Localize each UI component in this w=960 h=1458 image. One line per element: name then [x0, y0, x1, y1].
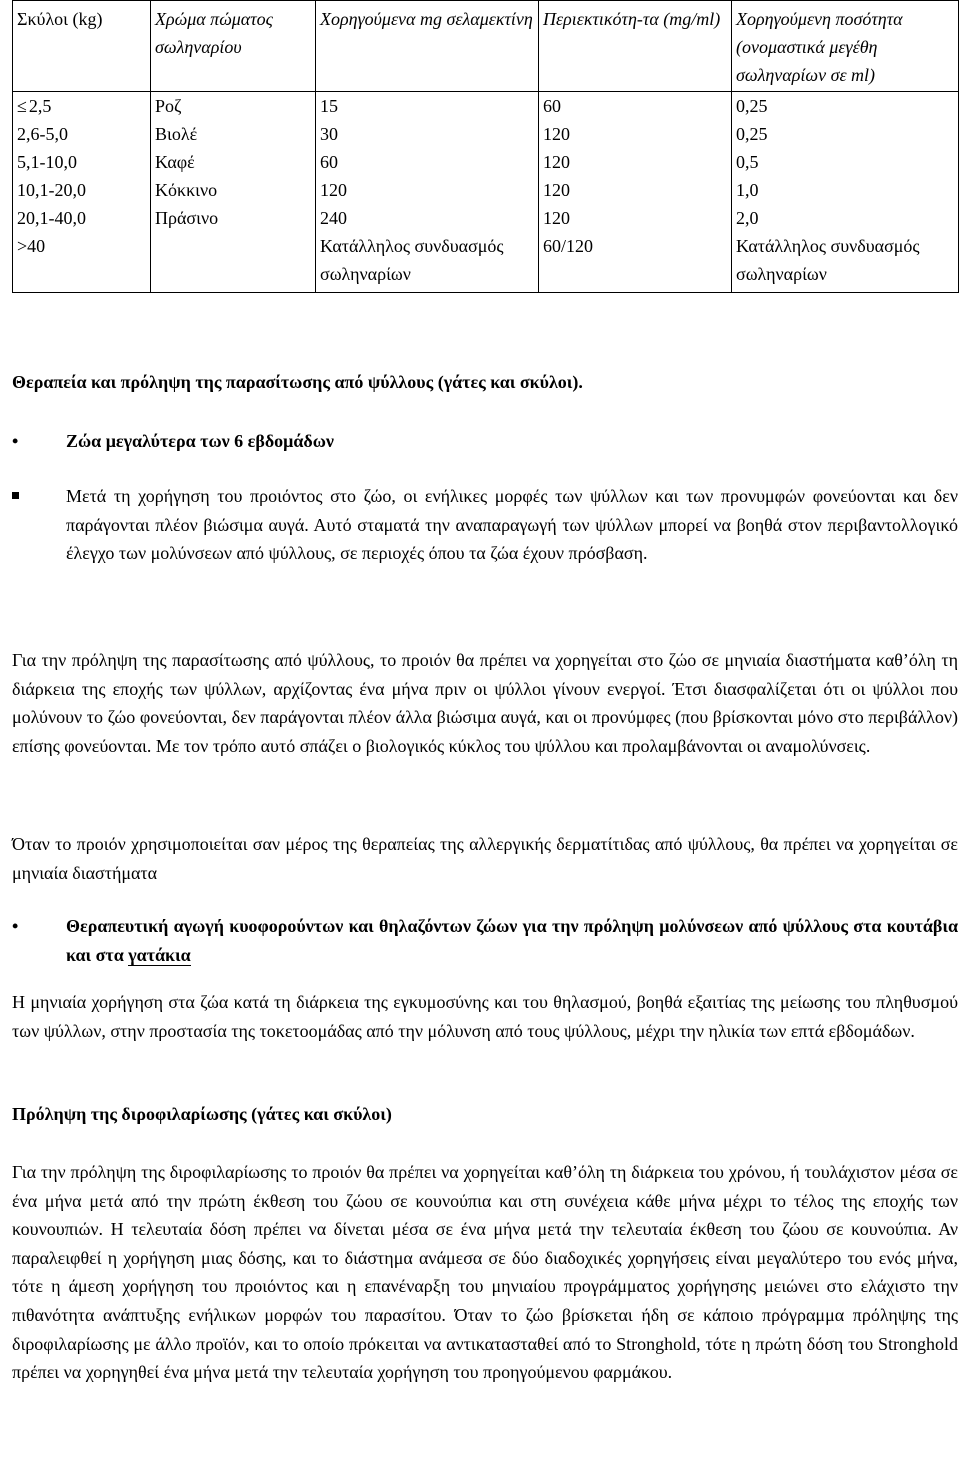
table-cell: ≤ 2,5	[13, 92, 151, 121]
table-cell: 0,5	[732, 148, 959, 176]
table-cell: 2,0	[732, 204, 959, 232]
table-cell: Κόκκινο	[151, 176, 316, 204]
table-row	[13, 204, 959, 232]
table-cell: 2,6-5,0	[13, 120, 151, 148]
table-cell: Πράσινο	[151, 204, 316, 232]
table-cell: 60	[539, 92, 732, 121]
table-cell	[151, 232, 316, 293]
table-row	[13, 120, 959, 148]
table-row	[13, 176, 959, 204]
table-cell: Καφέ	[151, 148, 316, 176]
table-cell: 120	[539, 176, 732, 204]
table-cell: 120	[539, 148, 732, 176]
table-cell: Βιολέ	[151, 120, 316, 148]
square-bullet-item	[66, 482, 958, 568]
table-cell: 120	[316, 176, 539, 204]
table-cell: >40	[13, 232, 151, 293]
table-cell: 0,25	[732, 120, 959, 148]
table-cell: 5,1-10,0	[13, 148, 151, 176]
header-concentration: Περιεκτικότη-τα (mg/ml)	[539, 1, 732, 92]
bullet-dot-icon: •	[12, 916, 19, 936]
table-cell: 60	[316, 148, 539, 176]
header-dogs-kg: Σκύλοι (kg)	[13, 1, 151, 92]
bold-bullet-item	[12, 912, 958, 969]
paragraph-pregnancy: Η μηνιαία χορήγηση στα ζώα κατά τη διάρκεια της εγκυμοσύνης και του θηλασμού, βοηθά εξαιτίας της μείωσης του πληθυσμού των ψύλλων, στην προστασία της τοκετοομάδας από την μόλυνση από τους ψύλλους, μέχρι την ηλικία των επτά εβδομάδων.	[12, 992, 958, 1041]
paragraph-flea-prevention: Για την πρόληψη της παρασίτωσης από ψύλλους, το προιόν θα πρέπει να χορηγείται στο ζώο σε μηνιαία διαστήματα καθ’όλη τη διάρκεια της εποχής των ψύλλων, αρχίζοντας ένα μήνα πριν οι ψύλλοι γίνουν ενεργοί. Έτσι διασφαλίζεται ότι οι ψύλλοι που μολύνουν το ζώο φονεύονται, δεν παράγονται πλέον άλλα βιώσιμα αυγά, και οι προνύμφες (που βρίσκονται μόνο στο περιβάλλον) επίσης φονεύονται. Με τον τρόπο αυτό σπάζει ο βιολογικός κύκλος του ψύλλου και προλαμβάνονται οι αναμολύνσεις.	[12, 650, 958, 756]
paragraph-heartworm: Για την πρόληψη της διροφιλαρίωσης το προιόν θα πρέπει να χορηγείται καθ’όλη τη διάρκεια του χρόνου, ή τουλάχιστον μέσα σε ένα μήνα μετά από την πρώτη έκθεση του ζώου σε κουνούπια και στη συνέχεια κάθε μήνα μέχρι το τέλος της εποχής των κουνουπιών. Η τελευταία δόση πρέπει να δίνεται μέσα σε ένα μήνα μετά την τελευταία έκθεση του ζώου σε κουνούπια. Αν παραλειφθεί η χορήγηση μιας δόσης, και το διάστημα ανάμεσα σε δύο διαδοχικές χορηγήσεις είναι μεγαλύτερο του ενός μήνα, τότε η άμεση χορήγηση του προιόντος και η επανέναρξη του μηνιαίου προγράμματος χορήγησης μειώνει στο ελάχιστο την πιθανότητα ανάπτυξης ενήλικων μορφών του παρασίτου. Όταν το ζώο βρίσκεται ήδη σε κάποιο πρόγραμμα πρόληψης της διροφιλαρίωσης με άλλο προϊόν, και το οποίο πρόκειται να αντικατασταθεί από το Stronghold, τότε η πρώτη δόση του Stronghold πρέπει να χορηγηθεί ένα μήνα μετά την τελευταία χορήγηση του προηγούμενου φαρμάκου.	[12, 1162, 958, 1383]
age-bullet-title: Ζώα μεγαλύτερα των 6 εβδομάδων	[66, 431, 334, 451]
bold-bullet-text: Θεραπευτική αγωγή κυοφορούντων και θηλαζόντων ζώων για την πρόληψη μολύνσεων από ψύλλους στα κουτάβια και στα	[66, 916, 958, 965]
flea-section-heading: Θεραπεία και πρόληψη της παρασίτωσης από ψύλλους (γάτες και σκύλοι).	[12, 372, 583, 392]
table-cell: 60/120	[539, 232, 732, 293]
table-cell: 10,1-20,0	[13, 176, 151, 204]
table-cell: 20,1-40,0	[13, 204, 151, 232]
table-cell: 240	[316, 204, 539, 232]
table-cell: 30	[316, 120, 539, 148]
table-row	[13, 232, 959, 293]
paragraph-allergic-dermatitis: Όταν το προιόν χρησιμοποιείται σαν μέρος της θεραπείας της αλλεργικής δερματίτιδας από ψύλλους, θα πρέπει να χορηγείται σε μηνιαία διαστήματα	[12, 834, 958, 883]
header-volume: Χορηγούμενη ποσότητα (ονομαστικά μεγέθη σωληναρίων σε ml)	[732, 1, 959, 92]
square-bullet-text: Μετά τη χορήγηση του προιόντος στο ζώο, οι ενήλικες μορφές των ψύλλων και των προνυμφών φονεύονται και δεν παράγονται πλέον βιώσιμα αυγά. Αυτό σταματά την αναπαραγωγή των ψύλλων μπορεί να βοηθά στον περιβαντολλογικό έλεγχο των μολύνσεων από ψύλλους, σε περιοχές όπου τα ζώα έχουν πρόσβαση.	[66, 486, 958, 564]
table-cell: Κατάλληλος συνδυασμός σωληναρίων	[316, 232, 539, 293]
table-cell: 15	[316, 92, 539, 121]
table-row	[13, 92, 959, 121]
header-cap-color: Χρώμα πώματος σωληναρίου	[151, 1, 316, 92]
table-cell: 0,25	[732, 92, 959, 121]
table-cell: 1,0	[732, 176, 959, 204]
table-cell: 120	[539, 204, 732, 232]
table-header-row	[13, 1, 959, 92]
header-selamectin-mg: Χορηγούμενα mg σελαμεκτίνη	[316, 1, 539, 92]
less-equal-symbol: ≤	[17, 96, 27, 116]
table-row	[13, 148, 959, 176]
table-cell: Ροζ	[151, 92, 316, 121]
dosage-table	[12, 0, 959, 293]
document-page	[12, 0, 958, 1383]
table-cell: 120	[539, 120, 732, 148]
table-cell: Κατάλληλος συνδυασμός σωληναρίων	[732, 232, 959, 293]
bold-bullet-underlined-word: γατάκια	[128, 944, 191, 965]
bullet-dot-icon: •	[12, 431, 19, 451]
square-bullet-icon	[12, 492, 19, 499]
heartworm-section-heading: Πρόληψη της διροφιλαρίωσης (γάτες και σκύλοι)	[12, 1104, 392, 1124]
